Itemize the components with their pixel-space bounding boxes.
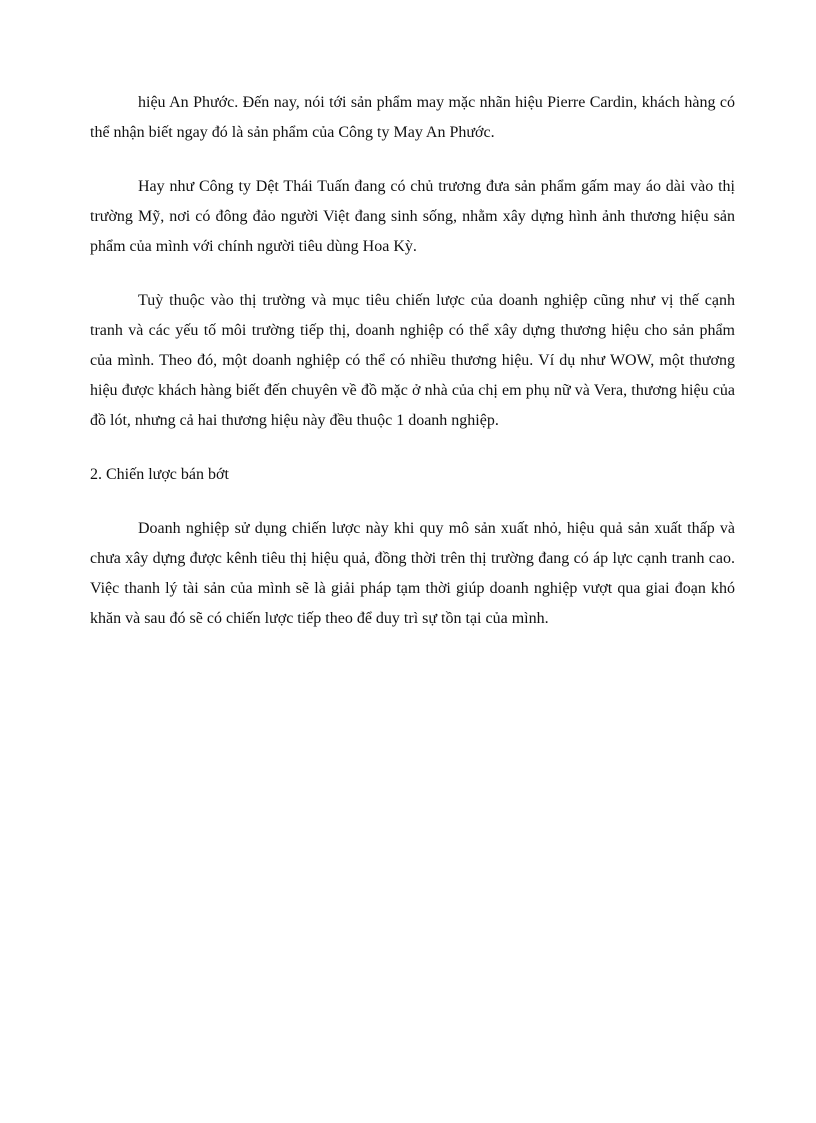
paragraph-divestment-strategy: Doanh nghiệp sử dụng chiến lược này khi quy mô sản xuất nhỏ, hiệu quả sản xuất thấp và chưa xây dựng được kênh tiêu thị hiệu quả, đồng thời trên thị trường đang có áp lực cạnh tranh cao. Việc thanh lý tài sản của mình sẽ là giải pháp tạm thời giúp doanh nghiệp vượt qua giai đoạn khó khăn và sau đó sẽ có chiến lược tiếp theo để duy trì sự tồn tại của mình.	[90, 520, 735, 627]
paragraph-brand-strategy: Tuỳ thuộc vào thị trường và mục tiêu chiến lược của doanh nghiệp cũng như vị thế cạnh tranh và các yếu tố môi trường tiếp thị, doanh nghiệp có thể xây dựng thương hiệu cho sản phẩm của mình. Theo đó, một doanh nghiệp có thể có nhiều thương hiệu. Ví dụ như WOW, một thương hiệu được khách hàng biết đến chuyên về đồ mặc ở nhà của chị em phụ nữ và Vera, thương hiệu của đồ lót, nhưng cả hai thương hiệu này đều thuộc 1 doanh nghiệp.	[90, 292, 735, 429]
paragraph-thai-tuan: Hay như Công ty Dệt Thái Tuấn đang có chủ trương đưa sản phẩm gấm may áo dài vào thị trường Mỹ, nơi có đông đảo người Việt đang sinh sống, nhằm xây dựng hình ảnh thương hiệu sản phẩm của mình với chính người tiêu dùng Hoa Kỳ.	[90, 178, 735, 255]
paragraph-an-phuoc: hiệu An Phước. Đến nay, nói tới sản phẩm may mặc nhãn hiệu Pierre Cardin, khách hàng có thể nhận biết ngay đó là sản phẩm của Công ty May An Phước.	[90, 94, 735, 141]
document-body	[90, 88, 735, 658]
section-heading: 2. Chiến lược bán bớt	[90, 466, 229, 483]
